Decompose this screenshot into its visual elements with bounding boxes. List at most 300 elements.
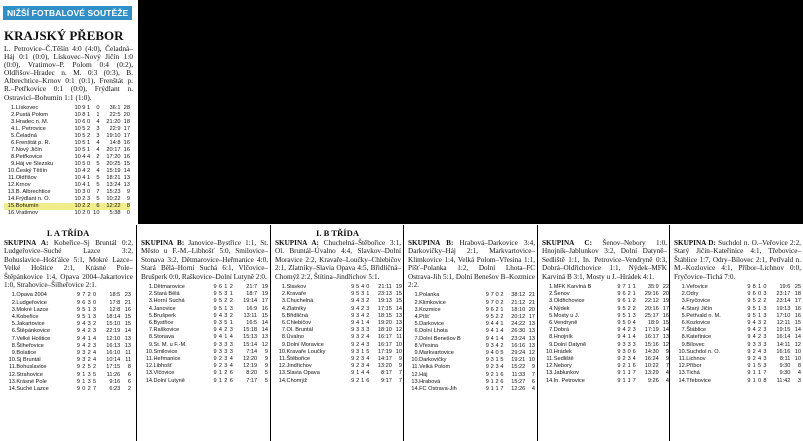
table-cell: 6: [632, 348, 636, 355]
table-cell: 3: [224, 363, 228, 370]
table-cell: 14.: [8, 386, 17, 393]
table-row: [3, 372, 131, 379]
team-name: Chuchelná: [286, 298, 314, 305]
table-cell: 3: [495, 364, 499, 371]
table-cell: 9: [617, 356, 621, 363]
table-cell: 7.: [549, 327, 554, 334]
team-name: Kravaře Loučky: [286, 348, 326, 355]
table-cell: 6: [531, 378, 535, 385]
table-cell: 12:19: [243, 363, 258, 370]
table-cell: 11:33: [511, 371, 526, 378]
table-cell: 5: [500, 350, 504, 357]
table-cell: 2: [622, 363, 626, 370]
table-cell: 1.: [11, 292, 17, 299]
table-cell: 20: [528, 306, 535, 313]
table-row: [4, 161, 130, 168]
table-cell: 9:26: [647, 377, 659, 384]
table-cell: 2: [763, 320, 767, 327]
table-cell: 2: [87, 350, 91, 357]
group-label: SKUPINA B:: [141, 239, 185, 247]
table-cell: 19:15: [776, 327, 791, 334]
table-row: [407, 343, 535, 350]
table-cell: 9: [485, 342, 489, 349]
group-label: SKUPINA D:: [674, 239, 716, 247]
group-standings-table: [274, 284, 402, 385]
table-cell: 4.: [549, 305, 554, 312]
table-cell: 21:12: [511, 299, 526, 306]
table-cell: 1: [86, 146, 91, 153]
table-row: [4, 147, 130, 154]
team-name: Sedliště: [553, 356, 574, 363]
table-row: [541, 306, 669, 313]
table-cell: 1: [495, 357, 499, 364]
table-cell: 2: [500, 299, 504, 306]
table-cell: 15:23: [106, 188, 121, 195]
table-row: [407, 357, 535, 364]
table-cell: 7: [531, 371, 535, 378]
table-cell: 9: [351, 320, 355, 327]
table-cell: 4: [495, 342, 499, 349]
group-label: SKUPINA A:: [275, 239, 319, 247]
team-name: Dolní Benešov B: [419, 335, 461, 342]
table-cell: 9: [351, 305, 355, 312]
table-cell: 9: [76, 299, 81, 306]
table-cell: 20:17: [106, 146, 121, 153]
table-cell: 2: [229, 298, 233, 305]
table-cell: 9: [617, 334, 621, 341]
table-cell: 3: [361, 363, 365, 370]
table-cell: 4: [82, 174, 86, 181]
team-name: Hrádek: [553, 348, 572, 355]
table-cell: 8: [82, 111, 86, 118]
table-cell: 4: [622, 327, 626, 334]
table-cell: 2: [622, 356, 626, 363]
table-cell: 4: [356, 298, 360, 305]
group-standings-table: [407, 292, 535, 393]
table-cell: 3.: [414, 306, 420, 313]
table-cell: 4: [366, 356, 370, 363]
table-cell: 5: [218, 305, 222, 312]
table-cell: 10: [74, 160, 81, 167]
team-name: Hnojník: [553, 334, 573, 341]
table-cell: 16:13: [106, 342, 121, 349]
table-cell: 9: [351, 341, 355, 348]
table-cell: 4: [82, 167, 86, 174]
table-cell: 36:1: [109, 104, 121, 111]
table-cell: 3: [752, 341, 756, 348]
table-row: [4, 210, 130, 217]
table-row: [673, 363, 801, 370]
table-cell: 16:16: [511, 342, 526, 349]
table-cell: 9.: [681, 341, 687, 348]
table-row: [140, 363, 268, 370]
table-cell: 9:30: [779, 370, 791, 377]
team-name: B. Albrechtice: [15, 188, 51, 195]
table-cell: 9: [398, 356, 402, 363]
table-cell: 3.: [549, 298, 554, 305]
team-name: Píšť: [419, 314, 430, 321]
table-cell: 9: [617, 363, 621, 370]
table-cell: 9: [213, 327, 217, 334]
team-name: Příbor: [686, 363, 702, 370]
table-cell: 9: [126, 188, 130, 195]
table-cell: 4: [361, 312, 365, 319]
table-cell: 1: [500, 321, 504, 328]
table-row: [407, 386, 535, 393]
table-cell: 9: [747, 363, 751, 370]
team-name: Starý Jičín: [686, 305, 713, 312]
table-cell: 20:12: [511, 314, 526, 321]
table-row: [274, 291, 402, 298]
table-cell: 17:19: [644, 327, 659, 334]
table-cell: 9: [747, 305, 751, 312]
table-cell: 4: [490, 328, 494, 335]
group-label: SKUPINA B:: [408, 239, 454, 247]
table-cell: 4.: [681, 305, 687, 312]
table-cell: 14: [124, 328, 131, 335]
table-cell: 0: [763, 284, 767, 291]
team-name: Suché Lazce: [16, 386, 49, 393]
table-cell: 2: [632, 305, 636, 312]
table-cell: 11.: [9, 364, 17, 371]
table-cell: 12.: [278, 363, 287, 370]
team-name: Mosty u J.: [553, 312, 580, 319]
table-cell: 4: [218, 334, 222, 341]
table-cell: 2.: [549, 291, 554, 298]
table-row: [673, 370, 801, 377]
table-cell: 26:30: [511, 328, 526, 335]
team-name: Pustá Polom: [15, 111, 48, 118]
table-cell: 2: [87, 357, 91, 364]
table-cell: 3: [622, 341, 626, 348]
table-cell: 15.: [4, 203, 16, 210]
table-cell: 7:14: [246, 348, 258, 355]
table-cell: 10.: [278, 348, 287, 355]
team-name: Darkovice: [419, 321, 444, 328]
table-cell: 1.: [549, 284, 554, 291]
team-name: Oldřišov: [15, 174, 37, 181]
table-cell: 2: [361, 305, 365, 312]
group-standings-table: [673, 284, 801, 385]
table-cell: 1: [87, 314, 91, 321]
table-cell: 2: [127, 386, 131, 393]
table-cell: 10: [74, 125, 81, 132]
team-name: Fryčovice: [686, 298, 711, 305]
table-cell: 11.: [411, 364, 420, 371]
table-cell: 11: [396, 334, 402, 341]
table-cell: 4: [665, 370, 669, 377]
table-cell: 2: [500, 292, 504, 299]
table-row: [3, 386, 131, 393]
table-cell: 7.: [414, 335, 420, 342]
table-row: [274, 298, 402, 305]
table-cell: 5.: [549, 312, 554, 319]
table-cell: 9: [213, 334, 217, 341]
table-cell: 5: [93, 371, 97, 378]
table-cell: 3: [224, 341, 228, 348]
table-cell: 18: [794, 291, 801, 298]
team-name: Veřovice: [686, 284, 708, 291]
table-cell: 4: [632, 334, 636, 341]
table-cell: 5: [96, 181, 100, 188]
table-row: [140, 370, 268, 377]
table-cell: 0: [126, 209, 130, 216]
table-cell: 17:15: [377, 305, 392, 312]
table-cell: 7.: [681, 327, 687, 334]
table-cell: 6: [127, 371, 131, 378]
table-cell: 2: [500, 314, 504, 321]
team-name: Strahovice: [16, 371, 43, 378]
table-cell: 9: [76, 335, 81, 342]
table-cell: 15: [124, 314, 131, 321]
table-cell: 12: [662, 341, 669, 348]
table-cell: 16: [794, 305, 801, 312]
table-cell: 2: [763, 298, 767, 305]
table-cell: 0: [495, 350, 499, 357]
table-row: [541, 313, 669, 320]
table-row: [274, 284, 402, 291]
division-heading: [670, 228, 803, 238]
table-cell: 5: [758, 363, 762, 370]
table-cell: 2: [86, 125, 91, 132]
table-row: [407, 336, 535, 343]
table-cell: 2: [495, 306, 499, 313]
table-cell: 20: [123, 111, 130, 118]
table-cell: 5.: [10, 132, 16, 139]
table-row: [140, 349, 268, 356]
table-cell: 2.: [681, 291, 687, 298]
table-cell: 8.: [281, 334, 287, 341]
team-name: Hradec n. M.: [15, 118, 49, 125]
table-cell: 18:5: [109, 292, 121, 299]
table-cell: 3: [86, 195, 91, 202]
table-cell: 3: [87, 321, 91, 328]
table-cell: 10: [794, 348, 801, 355]
table-cell: 9.: [414, 350, 420, 357]
table-cell: 13: [528, 321, 535, 328]
table-cell: 13.: [8, 378, 17, 385]
table-cell: 3: [361, 298, 365, 305]
table-cell: 3: [96, 132, 100, 139]
table-cell: 9: [747, 370, 751, 377]
table-cell: 4: [500, 328, 504, 335]
team-name: Velká Polom: [419, 364, 451, 371]
table-cell: 29:16: [644, 291, 659, 298]
table-cell: 4: [82, 321, 86, 328]
table-cell: 4: [96, 146, 100, 153]
table-cell: 5: [356, 291, 360, 298]
table-cell: 23:17: [776, 291, 791, 298]
table-cell: 17:20: [106, 153, 121, 160]
table-cell: 8:11: [779, 356, 791, 363]
team-name: Stonava: [153, 334, 175, 341]
group-section: [0, 225, 136, 441]
table-cell: 1: [758, 312, 762, 319]
table-row: [541, 342, 669, 349]
table-cell: 13: [124, 335, 131, 342]
table-cell: 9: [485, 292, 489, 299]
table-cell: 14:11: [776, 341, 791, 348]
table-cell: 10: [74, 167, 81, 174]
table-cell: 11:26: [106, 371, 121, 378]
table-cell: 19:14: [243, 298, 258, 305]
table-cell: 1.: [10, 104, 16, 111]
table-cell: 9: [617, 305, 621, 312]
table-cell: 17: [794, 298, 801, 305]
table-cell: 9: [76, 292, 81, 299]
table-cell: 9: [76, 342, 81, 349]
table-cell: 22:5: [109, 111, 121, 118]
table-cell: 6: [500, 378, 504, 385]
table-cell: 3: [218, 320, 222, 327]
table-cell: 3: [763, 363, 767, 370]
table-cell: 1: [218, 377, 222, 384]
table-cell: 4: [356, 305, 360, 312]
table-cell: 6: [218, 284, 222, 291]
table-cell: 14: [261, 320, 268, 327]
team-name: Krásné Pole: [16, 378, 47, 385]
table-cell: 10: [74, 174, 81, 181]
table-cell: 12:26: [511, 386, 526, 393]
table-cell: 16:9: [246, 305, 258, 312]
table-cell: 4.: [281, 305, 287, 312]
krajsky-results: L. Petrovice–Č.Těšín 4:0 (4:0), Čeladná–Háj 0:1 (0:0), Lískovec–Nový Jičín 1:0 (0:0), Vratimov–P. Polom 0:4 (0:2), Oldřišov–Hradec n. M. 0:3 (0:3), B. Albrechtice–Krnov 0:1 (0:1), Frenštát p. R.–Petřkovice 0:1 (0:0), Frýdlant n. Ostravicí–Bohumín 1:1 (1:0).: [4, 44, 133, 102]
table-cell: 3: [763, 291, 767, 298]
table-row: [140, 327, 268, 334]
table-cell: 9.: [148, 341, 154, 348]
table-cell: 15:14: [243, 341, 258, 348]
team-name: Háj ve Slezsku: [15, 160, 54, 167]
team-name: Krnov: [15, 181, 31, 188]
table-cell: 3: [622, 348, 626, 355]
table-cell: 4: [366, 363, 370, 370]
table-cell: 16: [123, 139, 130, 146]
table-cell: 1.: [681, 284, 687, 291]
table-cell: 13: [395, 312, 402, 319]
table-cell: 8: [121, 203, 130, 210]
table-cell: 21:20: [106, 118, 121, 125]
table-row: [3, 343, 131, 350]
table-cell: 0: [627, 320, 631, 327]
table-cell: 18: [123, 118, 130, 125]
table-cell: 3: [632, 341, 636, 348]
table-cell: 2: [86, 202, 91, 209]
table-row: [541, 320, 669, 327]
table-cell: 15: [395, 298, 402, 305]
table-cell: 3: [758, 341, 762, 348]
table-cell: 19:6: [779, 284, 791, 291]
team-name: Vendryně: [553, 320, 578, 327]
team-name: Horní Suchá: [153, 298, 185, 305]
table-cell: 6.: [148, 320, 154, 327]
table-cell: 0: [93, 292, 97, 299]
group-label: SKUPINA A:: [4, 239, 49, 247]
table-cell: 5: [224, 320, 228, 327]
table-cell: 2: [82, 364, 86, 371]
team-name: Nebory: [553, 363, 572, 370]
table-cell: 14: [662, 327, 669, 334]
team-name: In. Petrovice: [553, 377, 585, 384]
table-cell: 12: [794, 341, 801, 348]
group-standings-table: [140, 284, 268, 385]
table-cell: 0: [758, 377, 762, 384]
table-cell: 14: [395, 305, 402, 312]
team-name: Kateřinice: [686, 334, 712, 341]
table-cell: 4.: [11, 314, 17, 321]
table-cell: 9: [747, 334, 751, 341]
table-cell: 12.: [545, 363, 554, 370]
table-cell: 21: [528, 299, 535, 306]
table-cell: 1: [758, 305, 762, 312]
table-cell: 13.: [411, 378, 420, 385]
table-row: [407, 314, 535, 321]
table-cell: 2: [82, 202, 86, 209]
table-cell: 14.: [145, 377, 154, 384]
table-row: [673, 291, 801, 298]
table-cell: 9: [213, 284, 217, 291]
table-cell: 14.: [278, 377, 287, 384]
table-cell: 0: [495, 299, 499, 306]
table-cell: 2: [490, 371, 494, 378]
table-cell: 1: [627, 312, 631, 319]
table-cell: 6: [90, 203, 99, 210]
table-cell: 29:24: [511, 350, 526, 357]
table-cell: 3: [87, 371, 91, 378]
table-cell: 1: [495, 386, 499, 393]
team-name: Vřesina: [419, 342, 439, 349]
table-cell: 6: [622, 291, 626, 298]
table-cell: 3: [82, 350, 86, 357]
team-name: FC Ostrava-Jih: [419, 386, 457, 393]
table-cell: 8:17: [381, 370, 392, 377]
table-cell: 18:9: [647, 320, 659, 327]
table-cell: 9: [76, 371, 81, 378]
table-cell: 3: [627, 341, 631, 348]
table-cell: 6.: [414, 328, 420, 335]
table-row: [673, 342, 801, 349]
table-cell: 2: [224, 377, 228, 384]
table-cell: 10: [74, 111, 81, 118]
table-cell: 12: [528, 350, 535, 357]
table-row: [140, 298, 268, 305]
table-cell: 6.: [549, 320, 554, 327]
table-cell: 9: [617, 312, 621, 319]
table-cell: 5: [93, 378, 97, 385]
group-results: [408, 239, 535, 289]
table-cell: 0: [495, 292, 499, 299]
team-name: Vratimov: [15, 209, 38, 216]
table-cell: 15:19: [106, 167, 121, 174]
team-name: Smilovice: [153, 348, 178, 355]
table-cell: 17: [528, 314, 535, 321]
table-row: [541, 370, 669, 377]
table-cell: 9: [485, 357, 489, 364]
table-cell: 9: [617, 327, 621, 334]
table-row: [407, 350, 535, 357]
table-cell: 4: [490, 321, 494, 328]
table-cell: 8.: [148, 334, 154, 341]
table-cell: 2: [82, 209, 86, 216]
table-row: [4, 175, 130, 182]
table-cell: 3: [490, 357, 494, 364]
table-cell: 1: [224, 334, 228, 341]
team-name: Bystřice: [153, 320, 174, 327]
table-cell: 5: [622, 320, 626, 327]
table-cell: 3.: [11, 306, 17, 313]
table-cell: 1: [752, 363, 756, 370]
table-cell: 1: [86, 174, 91, 181]
table-row: [4, 168, 130, 175]
